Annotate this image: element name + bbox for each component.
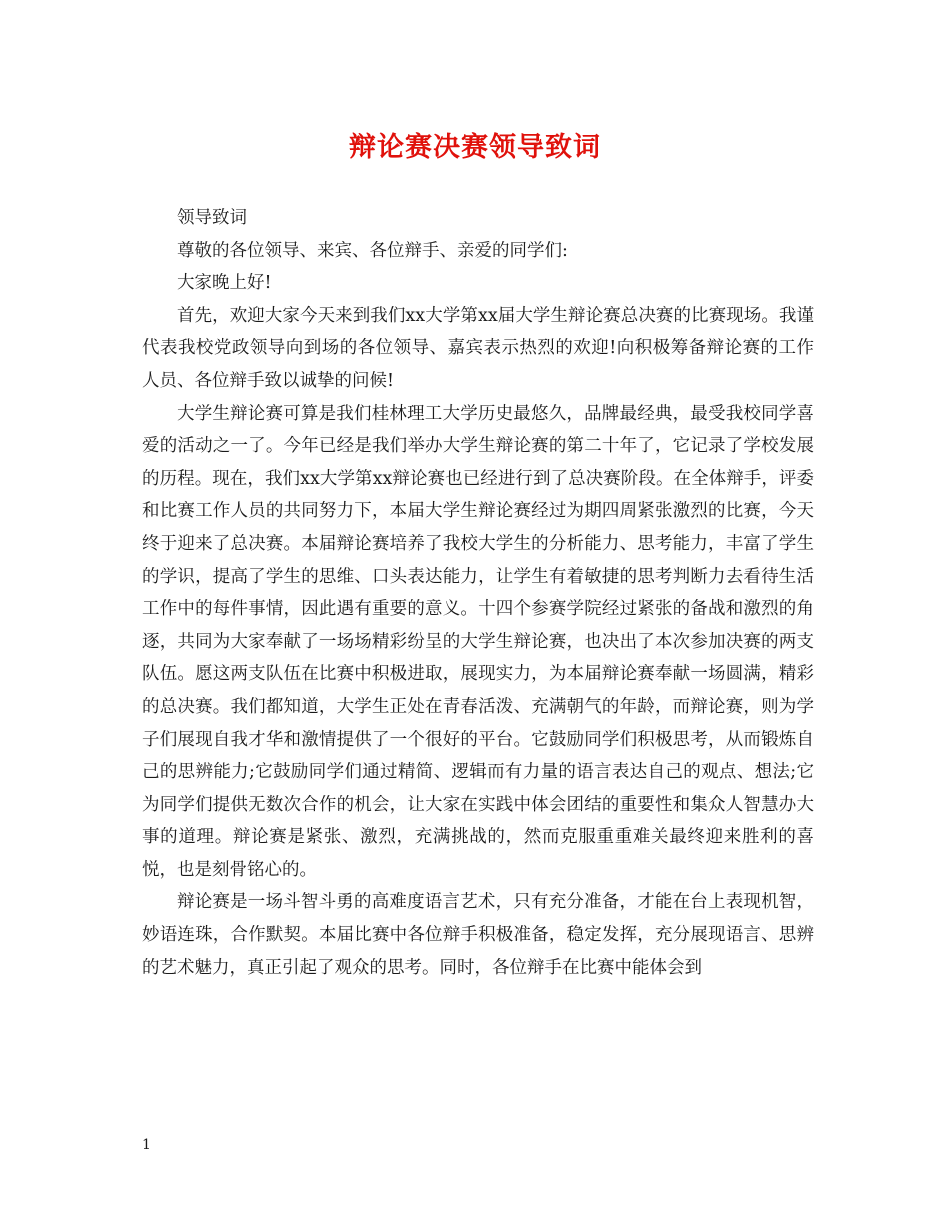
paragraph-history: 大学生辩论赛可算是我们桂林理工大学历史最悠久，品牌最经典，最受我校同学喜爱的活动之一了。今年已经是我们举办大学生辩论赛的第二十年了，它记录了学校发展的历程。现在，我们xx大学第xx辩论赛也已经进行到了总决赛阶段。在全体辩手，评委和比赛工作人员的共同努力下，本届大学生辩论赛经过为期四周紧张激烈的比赛，今天终于迎来了总决赛。本届辩论赛培养了我校大学生的分析能力、思考能力，丰富了学生的学识，提高了学生的思维、口头表达能力，让学生有着敏捷的思考判断力去看待生活工作中的每件事情，因此遇有重要的意义。十四个参赛学院经过紧张的备战和激烈的角逐，共同为大家奉献了一场场精彩纷呈的大学生辩论赛，也决出了本次参加决赛的两支队伍。愿这两支队伍在比赛中积极进取，展现实力，为本届辩论赛奉献一场圆满，精彩的总决赛。我们都知道，大学生正处在青春活泼、充满朝气的年龄，而辩论赛，则为学子们展现自我才华和激情提供了一个很好的平台。它鼓励同学们积极思考，从而锻炼自己的思辨能力;它鼓励同学们通过精简、逻辑而有力量的语言表达自己的观点、想法;它为同学们提供无数次合作的机会，让大家在实践中体会团结的重要性和集众人智慧办大事的道理。辩论赛是紧张、激烈，充满挑战的，然而克服重重难关最终迎来胜利的喜悦，也是刻骨铭心的。 [142,403,814,880]
paragraph-art-of-debate: 辩论赛是一场斗智斗勇的高难度语言艺术，只有充分准备，才能在台上表现机智，妙语连珠，合作默契。本届比赛中各位辩手积极准备，稳定发挥，充分展现语言、思辨的艺术魅力，真正引起了观众的思考。同时，各位辩手在比赛中能体会到 [142,892,814,978]
paragraph-welcome: 首先，欢迎大家今天来到我们xx大学第xx届大学生辩论赛总决赛的比赛现场。我谨代表我校党政领导向到场的各位领导、嘉宾表示热烈的欢迎!向积极筹备辩论赛的工作人员、各位辩手致以诚挚的问候! [142,305,814,391]
paragraph-salutation-heading: 领导致词 [177,208,247,228]
document-title: 辩论赛决赛领导致词 [349,132,601,163]
page-number: 1 [142,1137,151,1153]
paragraph-good-evening: 大家晚上好! [177,273,272,294]
document-body [142,202,814,984]
paragraph-greeting-audience: 尊敬的各位领导、来宾、各位辩手、亲爱的同学们: [177,240,568,261]
